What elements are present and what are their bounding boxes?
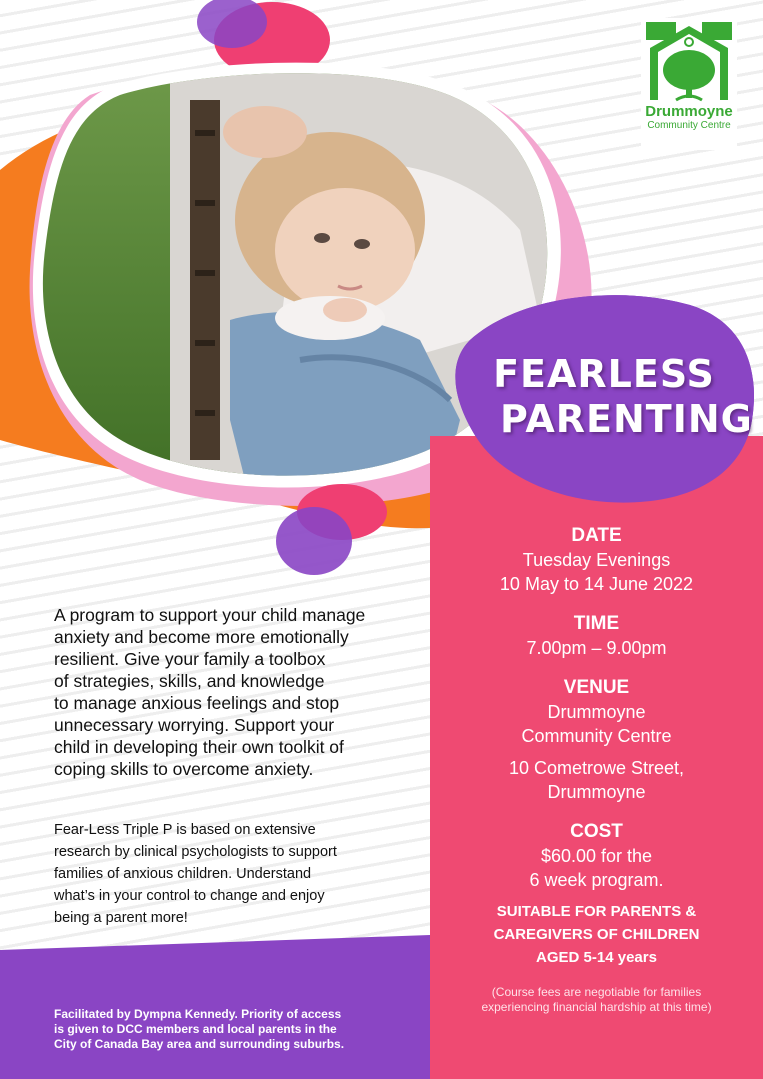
note-line-1: (Course fees are negotiable for families	[491, 985, 702, 999]
title-line-2: PARENTING	[500, 397, 753, 441]
intro-line: A program to support your child manage	[54, 605, 366, 625]
suitable-line-2: CAREGIVERS OF CHILDREN	[493, 926, 700, 943]
intro-line: of strategies, skills, and knowledge	[54, 671, 325, 691]
intro-line: anxiety and become more emotionally	[54, 627, 349, 647]
description-line: families of anxious children. Understand	[54, 866, 312, 882]
cost-line-1: $60.00 for the	[540, 846, 653, 866]
description-line: Fear-Less Triple P is based on extensive	[54, 822, 316, 838]
description-line: being a parent more!	[54, 910, 188, 926]
intro-line: coping skills to overcome anxiety.	[54, 759, 314, 779]
intro-line: to manage anxious feelings and stop	[54, 693, 340, 713]
drummoyne-logo	[641, 18, 737, 150]
cost-line-2: 6 week program.	[529, 870, 664, 890]
house-tree-icon	[646, 22, 732, 102]
time-value: 7.00pm – 9.00pm	[526, 638, 667, 658]
footer-line: is given to DCC members and local parents in the	[54, 1022, 337, 1036]
intro-paragraph	[54, 604, 414, 780]
facilitator-note	[54, 1007, 414, 1052]
description-line: research by clinical psychologists to support	[54, 844, 337, 860]
suitable-line-1: SUITABLE FOR PARENTS &	[496, 903, 697, 920]
intro-line: child in developing their own toolkit of	[54, 737, 344, 757]
page-title	[470, 352, 753, 442]
note-line-2: experiencing financial hardship at this time)	[481, 1000, 712, 1014]
footer-line: City of Canada Bay area and surrounding suburbs.	[54, 1037, 345, 1051]
intro-line: resilient. Give your family a toolbox	[54, 649, 326, 669]
time-label: TIME	[573, 613, 620, 634]
logo-subtitle: Community Centre	[647, 120, 731, 131]
address-line-2: Drummoyne	[547, 782, 646, 802]
event-details	[430, 524, 763, 1015]
title-line-1: FEARLESS	[493, 352, 715, 396]
description-line: what’s in your control to change and enjoy	[54, 888, 325, 904]
suitable-line-3: AGED 5-14 years	[536, 949, 657, 966]
date-line-1: Tuesday Evenings	[522, 550, 671, 570]
date-label: DATE	[571, 525, 622, 546]
intro-line: unnecessary worrying. Support your	[54, 715, 335, 735]
program-description	[54, 819, 404, 929]
logo-name: Drummoyne	[645, 103, 733, 120]
footer-line: Facilitated by Dympna Kennedy. Priority of access	[54, 1007, 342, 1021]
venue-line-2: Community Centre	[521, 726, 672, 746]
venue-label: VENUE	[563, 677, 630, 698]
date-line-2: 10 May to 14 June 2022	[499, 574, 694, 594]
cost-label: COST	[570, 821, 623, 842]
address-line-1: 10 Cometrowe Street,	[508, 758, 685, 778]
venue-line-1: Drummoyne	[547, 702, 646, 722]
